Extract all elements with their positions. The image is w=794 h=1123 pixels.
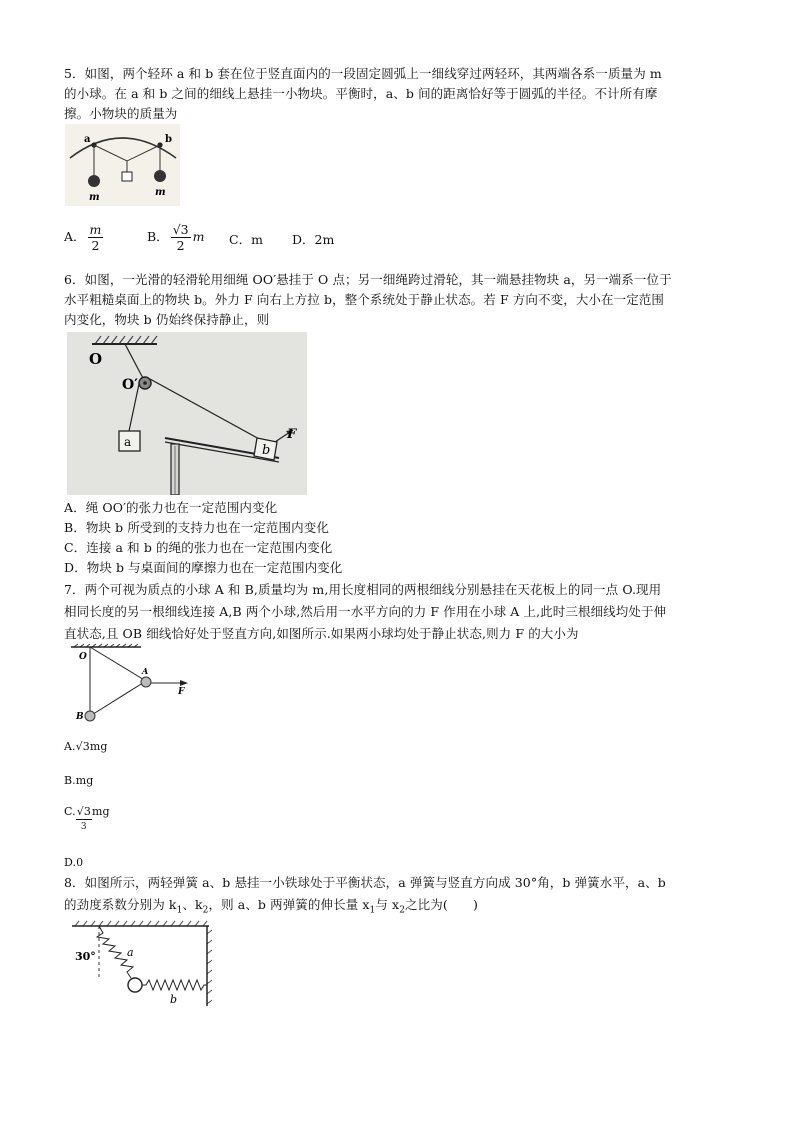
q7-label-B: B [76, 712, 84, 722]
q6-label-b: b [262, 443, 271, 458]
q5-option-b-suffix: m [192, 229, 205, 244]
q7-figure [66, 644, 196, 726]
q6-label-F: F [287, 427, 297, 442]
q8-figure [67, 918, 212, 1010]
q8-sub-x1: 1 [369, 905, 376, 916]
q5-option-c: C．m [229, 232, 263, 247]
q8-label-angle: 30° [75, 950, 96, 963]
q7-option-c-den: 3 [80, 822, 87, 832]
q6-stem-line1: 6．如图，一光滑的轻滑轮用细绳 OO′悬挂于 O 点；另一细绳跨过滑轮，其一端悬挂物块 a，另一端系一位于 [64, 272, 672, 287]
q5-block [122, 172, 132, 181]
q8-stem-line2 [64, 895, 478, 921]
q7-label-F: F [178, 687, 185, 697]
q8-text-part5: 之比为( ) [405, 897, 478, 912]
q5-option-a-num: m [89, 222, 102, 237]
q7-stem-line2: 相同长度的另一根细线连接 A,B 两个小球,然后用一水平方向的力 F 作用在小球 A 上,此时三根细线均处于伸 [64, 604, 667, 619]
q8-text-part1: 的劲度系数分别为 k [64, 897, 177, 912]
q6-figure-svg [67, 332, 307, 495]
q5-option-d: D．2m [292, 232, 335, 247]
q8-label-b: b [170, 993, 178, 1006]
q5-label-m2: m [155, 187, 166, 198]
q6-option-c: C．连接 a 和 b 的绳的张力也在一定范围内变化 [64, 540, 333, 555]
q7-figure-svg [66, 644, 196, 726]
q5-option-b-den: 2 [176, 238, 185, 253]
q8-spring-b [142, 980, 207, 990]
q5-stem-line3: 擦。小物块的质量为 [64, 106, 178, 121]
q7-option-d: D.0 [64, 856, 84, 869]
q8-ball [128, 978, 142, 992]
q5-stem-line1: 5．如图，两个轻环 a 和 b 套在位于竖直面内的一段固定圆弧上一细线穿过两轻环，其两端各系一质量为 m [64, 66, 662, 81]
q5-label-b: b [165, 134, 172, 145]
q6-figure [67, 332, 307, 495]
q5-option-a-fraction [88, 222, 104, 253]
q7-stem-line3: 直状态,且 OB 细线恰好处于竖直方向,如图所示.如果两小球均处于静止状态,则力 F 的大小为 [64, 626, 579, 641]
q6-option-a: A．绳 OO′的张力也在一定范围内变化 [64, 500, 278, 515]
q6-label-O: O [89, 350, 103, 368]
q5-option-b-num: √3 [172, 222, 189, 237]
q7-stem-line1: 7．两个可视为质点的小球 A 和 B,质量均为 m,用长度相同的两根细线分别悬挂在天花板上的同一点 O.现用 [64, 582, 662, 597]
q6-label-O2: O′ [122, 377, 138, 393]
q7-option-a: A.√3mg [64, 740, 108, 753]
q6-option-b: B．物块 b 所受到的支持力也在一定范围内变化 [64, 520, 329, 535]
q8-stem-line1: 8．如图所示，两轻弹簧 a、b 悬挂一小铁球处于平衡状态，a 弹簧与竖直方向成 30°角，b 弹簧水平，a、b [64, 875, 666, 890]
q5-label-a: a [84, 134, 91, 145]
q5-figure [65, 124, 180, 206]
q6-option-d: D．物块 b 与桌面间的摩擦力也在一定范围内变化 [64, 560, 343, 575]
q5-option-a [64, 222, 105, 253]
q6-stem-line2: 水平粗糙桌面上的物块 b。外力 F 向右上方拉 b，整个系统处于静止状态。若 F 方向不变，大小在一定范围 [64, 292, 664, 307]
q5-label-m1: m [89, 192, 100, 203]
q5-figure-svg [65, 124, 180, 206]
q7-ball-B [85, 711, 95, 721]
q5-stem-line2: 的小球。在 a 和 b 之间的细线上悬挂一小物块。平衡时，a、b 间的距离恰好等于圆弧的半径。不计所有摩 [64, 86, 658, 101]
q5-option-b [147, 222, 204, 253]
q6-stem-line3: 内变化，物块 b 仍始终保持静止，则 [64, 312, 270, 327]
q5-option-a-den: 2 [91, 238, 100, 253]
q7-option-c-unit: mg [91, 805, 110, 818]
q5-ball-left [88, 175, 100, 187]
q7-option-c-num: √3 [76, 805, 91, 818]
q5-option-a-prefix: A． [64, 229, 86, 244]
q7-option-c-prefix: C. [64, 805, 76, 818]
q8-text-part3: ，则 a、b 两弹簧的伸长量 x [208, 897, 370, 912]
q7-option-b: B.mg [64, 774, 94, 787]
q8-sub-k1: 1 [176, 905, 183, 916]
q7-option-c [64, 805, 110, 834]
q7-ball-A [141, 677, 151, 687]
q8-text-part2: 、k [182, 897, 203, 912]
q8-sub-k2: 2 [202, 905, 209, 916]
q5-option-b-fraction [171, 222, 191, 253]
q7-label-A: A [142, 666, 149, 676]
q5-ball-right [154, 170, 166, 182]
q7-label-O: O [79, 652, 87, 662]
q8-label-a: a [127, 946, 134, 959]
q5-option-b-prefix: B． [147, 229, 169, 244]
q8-text-part4: 与 x [375, 897, 400, 912]
q6-label-a: a [124, 435, 132, 449]
q8-figure-svg [67, 918, 212, 1010]
q8-sub-x2: 2 [399, 905, 406, 916]
